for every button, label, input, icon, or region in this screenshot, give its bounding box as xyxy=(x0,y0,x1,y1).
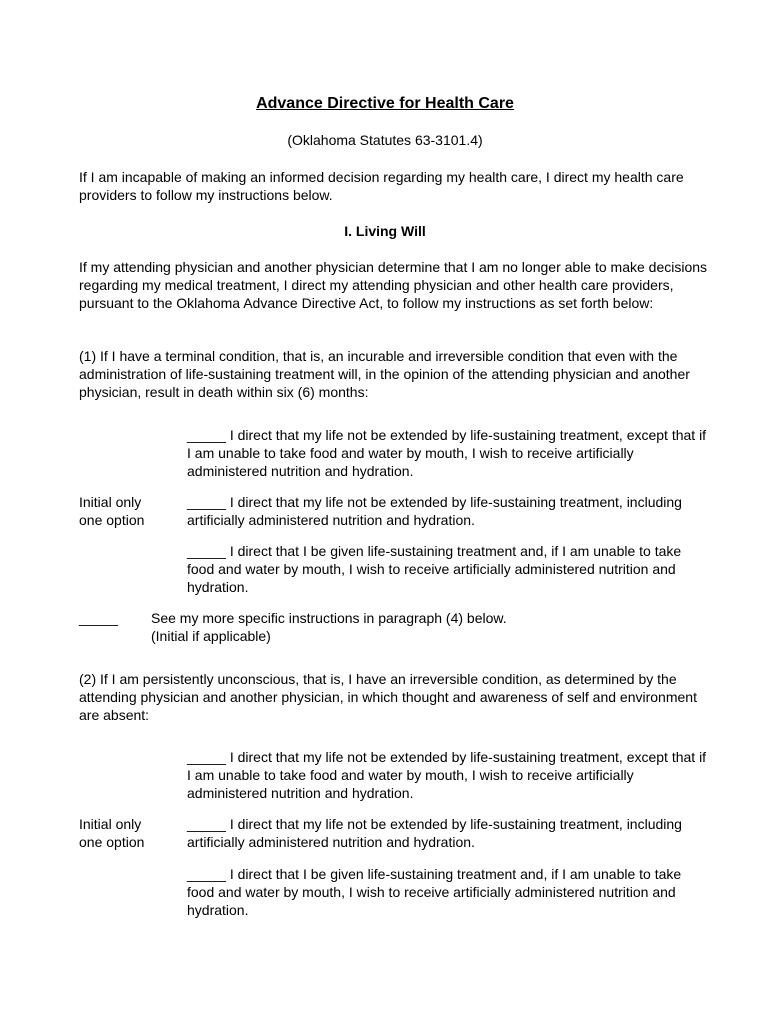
one-option-label: one option xyxy=(79,834,145,850)
specific-instructions-text: See my more specific instructions in paragraph (4) below. xyxy=(151,610,507,626)
unconscious-option-give-treatment: _____ I direct that I be given life-sustaining treatment and, if I am unable to take food and water by mouth, I wish to receive artificially administered nutrition and hydration. xyxy=(187,866,682,918)
section-heading-living-will: I. Living Will xyxy=(344,223,426,239)
unconscious-option-no-treatment-including-nutrition: _____ I direct that my life not be extended by life-sustaining treatment, including artificially administered nutrition and hydration. xyxy=(187,816,682,850)
terminal-option-no-treatment-including-nutrition: _____ I direct that my life not be extended by life-sustaining treatment, including artificially administered nutrition and hydration. xyxy=(187,494,682,528)
persistently-unconscious-paragraph: (2) If I am persistently unconscious, that is, I have an irreversible condition, as determined by the attending physician and another physician, in which thought and awareness of self and environment are absent: xyxy=(79,671,697,723)
terminal-option-give-treatment: _____ I direct that I be given life-sustaining treatment and, if I am unable to take food and water by mouth, I wish to receive artificially administered nutrition and hydration. xyxy=(187,543,682,595)
unconscious-option-no-treatment-with-nutrition: _____ I direct that my life not be extended by life-sustaining treatment, except that if I am unable to take food and water by mouth, I wish to receive artificially administered nutrition and hydration. xyxy=(187,749,707,801)
initial-only-label: Initial only xyxy=(79,816,142,832)
initial-if-applicable-text: (Initial if applicable) xyxy=(151,628,271,644)
intro-paragraph: If I am incapable of making an informed decision regarding my health care, I direct my health care providers to follow my instructions below. xyxy=(79,169,684,203)
initial-only-label: Initial only xyxy=(79,494,142,510)
living-will-intro-paragraph: If my attending physician and another physician determine that I am no longer able to make decisions regarding my medical treatment, I direct my attending physician and other health care providers, pursuant to the Oklahoma Advance Directive Act, to follow my instructions as set forth below: xyxy=(79,259,708,311)
statute-reference: (Oklahoma Statutes 63-3101.4) xyxy=(287,132,483,148)
one-option-label: one option xyxy=(79,512,145,528)
terminal-condition-paragraph: (1) If I have a terminal condition, that is, an incurable and irreversible condition that even with the administration of life-sustaining treatment will, in the opinion of the attending physician and another physician, result in death within six (6) months: xyxy=(79,348,690,400)
document-title: Advance Directive for Health Care xyxy=(256,95,514,112)
specific-instructions-initial-blank[interactable]: _____ xyxy=(79,610,118,626)
terminal-option-no-treatment-with-nutrition: _____ I direct that my life not be extended by life-sustaining treatment, except that if I am unable to take food and water by mouth, I wish to receive artificially administered nutrition and hydration. xyxy=(187,427,707,479)
